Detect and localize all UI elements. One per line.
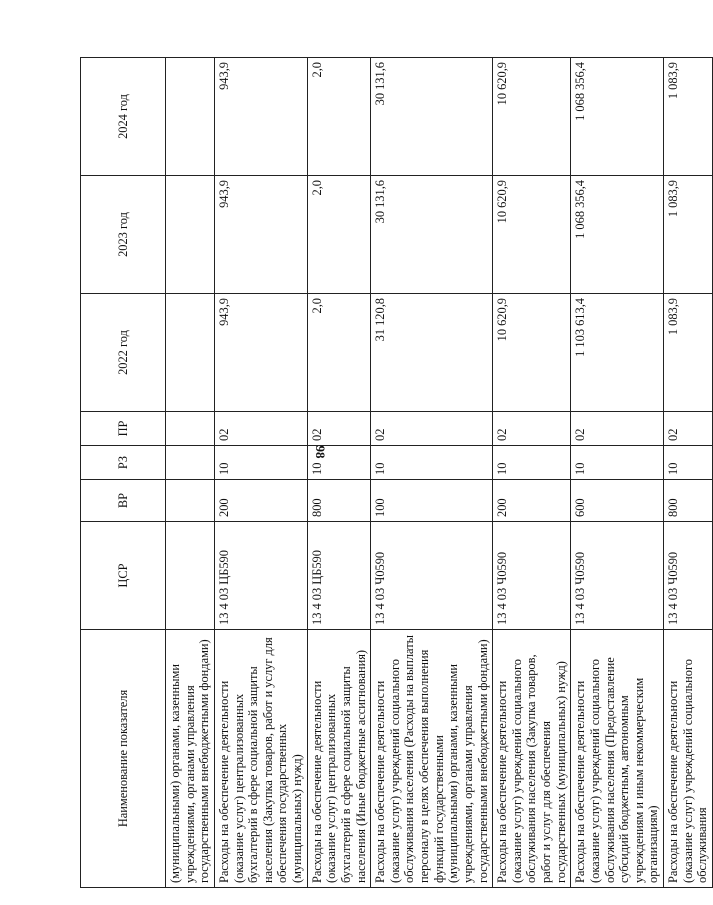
cell-vr <box>166 480 215 522</box>
cell-2024: 1 083,9 <box>664 58 713 176</box>
header-csr: ЦСР <box>81 522 166 630</box>
table-row <box>664 58 713 888</box>
cell-2023: 30 131,6 <box>371 176 493 294</box>
cell-vr: 800 <box>307 480 371 522</box>
rotated-page <box>80 58 710 888</box>
cell-rz: 10 <box>214 446 307 480</box>
cell-rz <box>166 446 215 480</box>
cell-name: Расходы на обеспечение деятельности (оказание услуг) учреждений социального обслуживания населения (Расходы на выплаты персоналу в целях обеспечения выполнения функций государственными (муниципальными) органами, казенными учреждениями, органами управления государственными внебюджетными фондами) <box>371 630 493 888</box>
table-row <box>571 58 664 888</box>
cell-pr: 02 <box>493 412 571 446</box>
table-row <box>371 58 493 888</box>
table-row <box>307 58 371 888</box>
header-vr: ВР <box>81 480 166 522</box>
cell-2024: 1 068 356,4 <box>571 58 664 176</box>
cell-rz: 10 <box>571 446 664 480</box>
cell-2022: 2,0 <box>307 294 371 412</box>
cell-2022: 31 120,8 <box>371 294 493 412</box>
cell-rz: 10 <box>664 446 713 480</box>
cell-pr: 02 <box>214 412 307 446</box>
header-pr: ПР <box>81 412 166 446</box>
cell-csr: 13 4 03 Ч0590 <box>571 522 664 630</box>
cell-2024: 2,0 <box>307 58 371 176</box>
table-row <box>493 58 571 888</box>
cell-2023 <box>166 176 215 294</box>
cell-2022 <box>166 294 215 412</box>
header-2024: 2024 год <box>81 58 166 176</box>
header-2023: 2023 год <box>81 176 166 294</box>
cell-2022: 1 083,9 <box>664 294 713 412</box>
cell-csr: 13 4 03 ЦБ590 <box>307 522 371 630</box>
cell-vr: 200 <box>493 480 571 522</box>
cell-rz: 10 <box>371 446 493 480</box>
header-2022: 2022 год <box>81 294 166 412</box>
cell-name: Расходы на обеспечение деятельности (оказание услуг) учреждений социального обслуживания населения (Закупка товаров, работ и услуг для обеспечения государственных (муниципальных) нужд) <box>493 630 571 888</box>
cell-csr: 13 4 03 Ч0590 <box>371 522 493 630</box>
cell-rz: 10 <box>493 446 571 480</box>
cell-pr <box>166 412 215 446</box>
header-name: Наименование показателя <box>81 630 166 888</box>
cell-vr: 200 <box>214 480 307 522</box>
cell-name: Расходы на обеспечение деятельности (оказание услуг) централизованных бухгалтерий в сфере социальной защиты населения (Иные бюджетные ассигнования) <box>307 630 371 888</box>
cell-pr: 02 <box>571 412 664 446</box>
cell-vr: 600 <box>571 480 664 522</box>
cell-2022: 1 103 613,4 <box>571 294 664 412</box>
cell-2023: 943,9 <box>214 176 307 294</box>
cell-pr: 02 <box>371 412 493 446</box>
cell-name: (муниципальными) органами, казенными учреждениями, органами управления государственными внебюджетными фондами) <box>166 630 215 888</box>
cell-2022: 943,9 <box>214 294 307 412</box>
cell-csr: 13 4 03 ЦБ590 <box>214 522 307 630</box>
budget-table <box>80 57 713 888</box>
cell-2023: 10 620,9 <box>493 176 571 294</box>
cell-vr: 100 <box>371 480 493 522</box>
page-number: 98 <box>313 445 328 459</box>
cell-2024: 30 131,6 <box>371 58 493 176</box>
cell-name: Расходы на обеспечение деятельности (оказание услуг) учреждений социального обслуживания <box>664 630 713 888</box>
cell-csr <box>166 522 215 630</box>
cell-rz: 10 <box>307 446 371 480</box>
cell-2024: 943,9 <box>214 58 307 176</box>
cell-2023: 1 068 356,4 <box>571 176 664 294</box>
cell-name: Расходы на обеспечение деятельности (оказание услуг) учреждений социального обслуживания населения (Предоставление субсидий бюджетным, автономным учреждениям и иным некоммерческим организациям) <box>571 630 664 888</box>
cell-csr: 13 4 03 Ч0590 <box>493 522 571 630</box>
cell-2023: 1 083,9 <box>664 176 713 294</box>
cell-pr: 02 <box>664 412 713 446</box>
cell-2024: 10 620,9 <box>493 58 571 176</box>
cell-pr: 02 <box>307 412 371 446</box>
cell-vr: 800 <box>664 480 713 522</box>
header-rz: РЗ <box>81 446 166 480</box>
table-header-row <box>81 58 166 888</box>
cell-2024 <box>166 58 215 176</box>
table-row <box>166 58 215 888</box>
cell-2022: 10 620,9 <box>493 294 571 412</box>
cell-name: Расходы на обеспечение деятельности (оказание услуг) централизованных бухгалтерий в сфере социальной защиты населения (Закупка товаров, работ и услуг для обеспечения государственных (муниципальных) нужд) <box>214 630 307 888</box>
cell-csr: 13 4 03 Ч0590 <box>664 522 713 630</box>
cell-2023: 2,0 <box>307 176 371 294</box>
table-row <box>214 58 307 888</box>
